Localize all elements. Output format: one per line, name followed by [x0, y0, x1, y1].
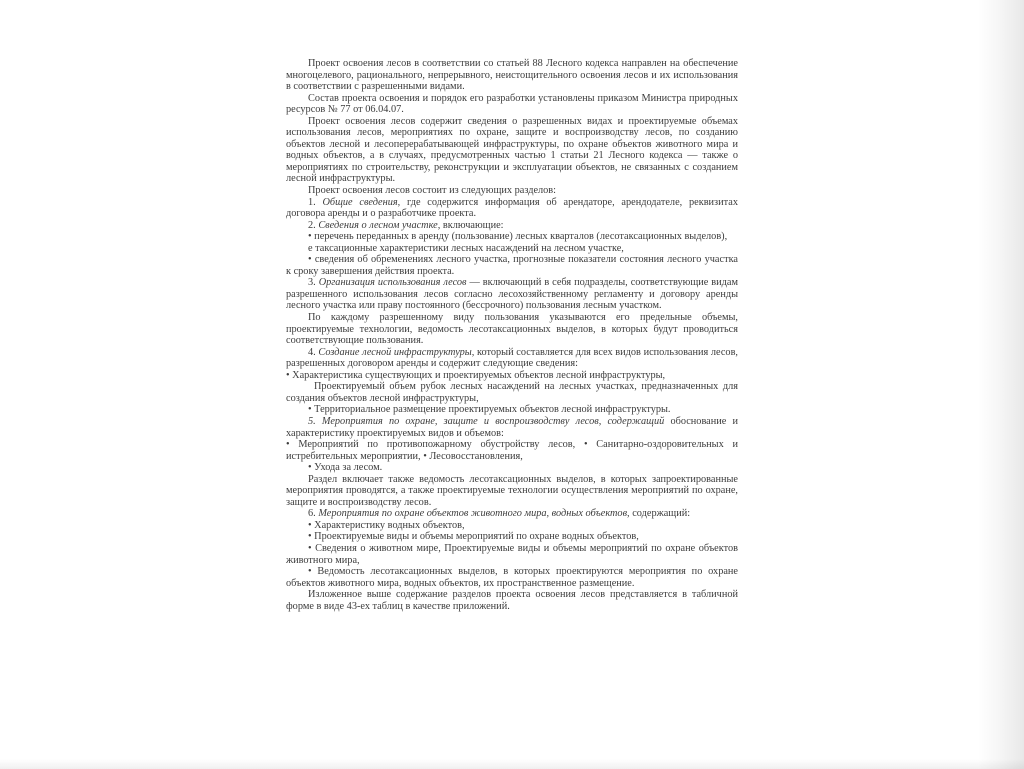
section-5-text: обоснование и характеристику проектируемых видов и объемов:: [286, 415, 739, 439]
section-1-number: 1.: [308, 196, 316, 208]
section-6-text: содержащий:: [632, 508, 691, 520]
page-edge-shadow: [978, 0, 1024, 769]
section-5-title: Мероприятия по охране, защите и воспроизводству лесов, содержащий: [321, 415, 665, 427]
section-6: [286, 508, 738, 520]
paragraph-intro: Проект освоения лесов в соответствии со статьей 88 Лесного кодекса направлен на обеспечение многоцелевого, рационального, непрерывного, неистощительного освоения лесов и их использования в соответствии с разрешенными видами.: [286, 58, 738, 93]
section-4-bullet: Проектируемый объем рубок лесных насаждений на лесных участках, предназначенных для создания объектов лесной инфраструктуры,: [286, 381, 738, 404]
section-2-bullet: • сведения об обременениях лесного участка, прогнозные показатели состояния лесного участка к сроку завершения действия проекта.: [286, 254, 738, 277]
section-4-title: Создание лесной инфраструктуры,: [318, 346, 475, 358]
section-4-text: который составляется для всех видов использования лесов, разрешенных договором аренды и содержит следующие сведения:: [286, 346, 739, 370]
document-body: [286, 58, 738, 612]
paragraph-final: Изложенное выше содержание разделов проекта освоения лесов представляется в табличной форме в виде 43-ех таблиц в качестве приложений.: [286, 589, 738, 612]
section-6-bullet: • Проектируемые виды и объемы мероприятий по охране водных объектов,: [308, 531, 639, 543]
section-6-title: Мероприятия по охране объектов животного мира, водных объектов,: [318, 508, 630, 520]
section-2: [286, 220, 738, 232]
section-3: [286, 277, 738, 312]
section-1: [286, 197, 738, 220]
section-5: [286, 416, 738, 439]
section-3-text: — включающий в себя подразделы, соответствующие видам разрешенного использования лесов согласно лесохозяйственному регламенту и договору аренды лесного участка или праву постоянного (бессрочного) пользования лесным участком.: [286, 277, 738, 312]
paragraph-sections-intro: Проект освоения лесов состоит из следующих разделов:: [308, 185, 557, 197]
section-3-title: Организация использования лесов: [318, 277, 467, 289]
paragraph-contents: Проект освоения лесов содержит сведения о разрешенных видах и проектируемые объемах использования лесов, мероприятиях по охране, защите и воспроизводству лесов, по созданию объектов лесной и лесоперерабатывающей инфраструктуры, по охране объектов животного мира и водных объектов, а в случаях, предусмотренных частью 1 статьи 21 Лесного кодекса — также о мероприятиях по строительству, реконструкции и эксплуатации объектов, не связанных с созданием лесной инфраструктуры.: [286, 115, 738, 185]
section-4-number: 4.: [308, 346, 316, 358]
section-4-bullet: • Характеристика существующих и проектируемых объектов лесной инфраструктуры,: [286, 369, 666, 381]
section-6-bullet: • Характеристику водных объектов,: [308, 519, 465, 531]
page-bottom-shadow: [0, 759, 1024, 769]
section-6-number: 6.: [308, 508, 316, 520]
section-2-bullet: е таксационные характеристики лесных насаждений на лесном участке,: [308, 242, 624, 254]
section-4-bullet: • Территориальное размещение проектируемых объектов лесной инфраструктуры.: [308, 404, 671, 416]
section-6-bullet: • Сведения о животном мире, Проектируемые виды и объемы мероприятий по охране объектов животного мира,: [286, 542, 738, 566]
section-2-bullet: • перечень переданных в аренду (пользование) лесных кварталов (лесотаксационных выделов),: [308, 231, 728, 243]
section-3-number: 3.: [308, 277, 316, 289]
section-3-paragraph: По каждому разрешенному виду пользования указываются его предельные объемы, проектируемые технологии, ведомость лесотаксационных выделов, в которых будут проводиться соответствующие пользования.: [286, 312, 738, 347]
section-5-number: 5.: [308, 415, 316, 427]
section-4: [286, 347, 738, 370]
section-2-number: 2.: [308, 219, 316, 231]
section-5-paragraph: Раздел включает также ведомость лесотаксационных выделов, в которых запроектированные мероприятия проводятся, а также проектируемые технологии осуществления мероприятий по охране, защите и воспроизводству лесов.: [286, 473, 738, 508]
section-2-title: Сведения о лесном участке,: [318, 219, 441, 231]
section-1-text: где содержится информация об арендаторе, арендодателе, реквизитах договора аренды и о разработчике проекта.: [286, 196, 738, 220]
section-5-bullet: • Ухода за лесом.: [308, 462, 383, 474]
section-5-bullet: • Мероприятий по противопожарному обустройству лесов, • Санитарно-оздоровительных и истребительных мероприятии, • Лесовосстановления,: [286, 439, 738, 462]
paragraph-composition: Состав проекта освоения и порядок его разработки установлены приказом Министра природных ресурсов № 77 от 06.04.07.: [286, 92, 738, 116]
section-6-bullet: • Ведомость лесотаксационных выделов, в которых проектируются мероприятия по охране объектов животного мира, водных объектов, их пространственное размещение.: [286, 566, 738, 589]
section-2-text: включающие:: [442, 219, 504, 231]
section-1-title: Общие сведения,: [322, 196, 401, 208]
